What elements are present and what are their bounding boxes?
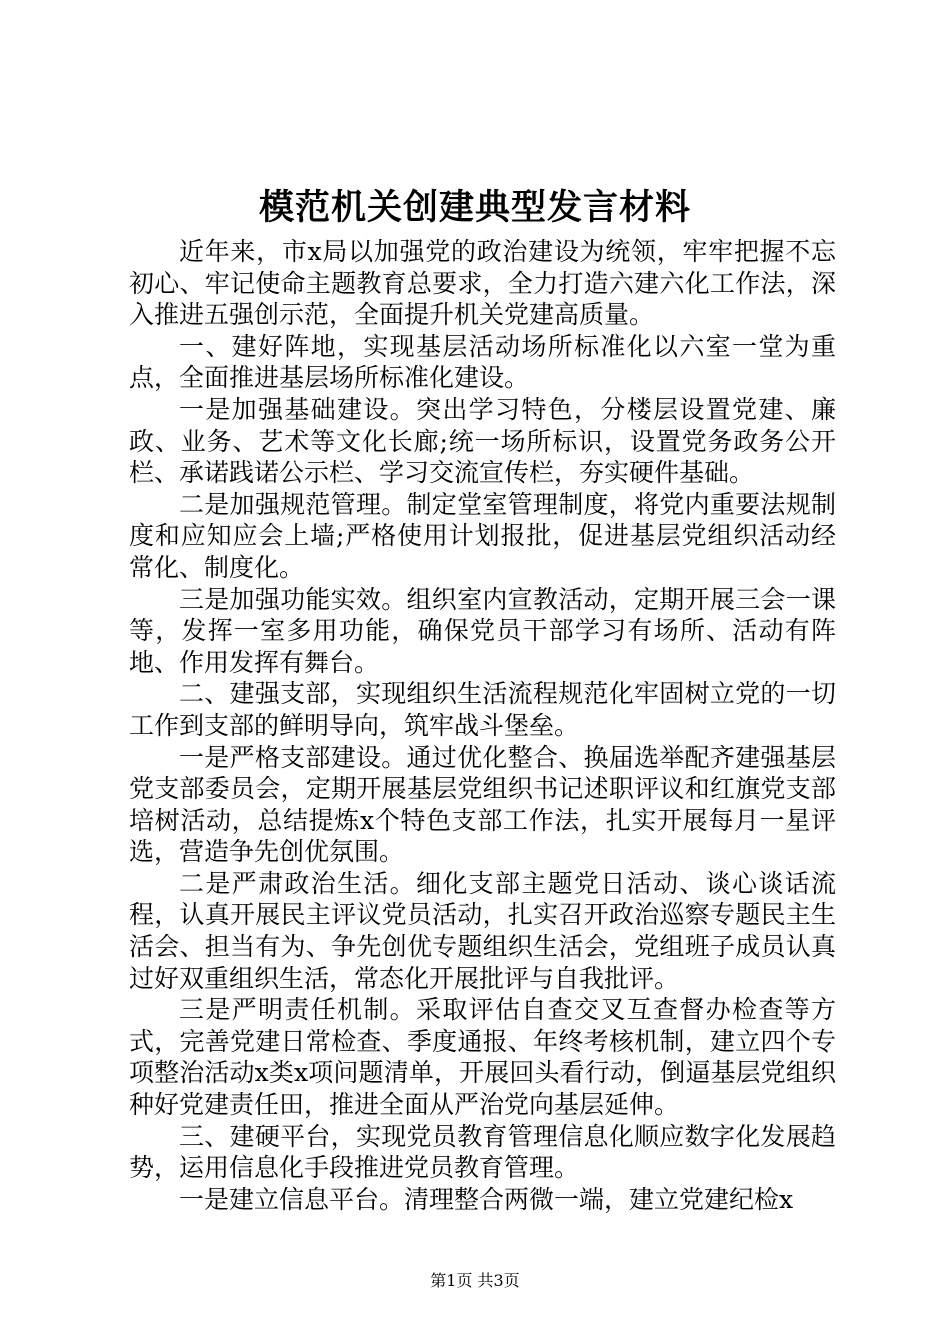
- paragraph: 近年来，市x局以加强党的政治建设为统领，牢牢把握不忘初心、牢记使命主题教育总要求，全力打造六建六化工作法，深入推进五强创示范，全面提升机关党建高质量。: [129, 237, 836, 330]
- document-body: [129, 236, 836, 1215]
- paragraph: 三、建硬平台，实现党员教育管理信息化顺应数字化发展趋势，运用信息化手段推进党员教育管理。: [129, 1121, 836, 1183]
- paragraph: 一是建立信息平台。清理整合两微一端，建立党建纪检x: [179, 1184, 794, 1214]
- paragraph: 一是加强基础建设。突出学习特色，分楼层设置党建、廉政、业务、艺术等文化长廊;统一场所标识，设置党务政务公开栏、承诺践诺公示栏、学习交流宣传栏，夯实硬件基础。: [129, 394, 836, 488]
- paragraph: 二是严肃政治生活。细化支部主题党日活动、谈心谈话流程，认真开展民主评议党员活动，扎实召开政治巡察专题民主生活会、担当有为、争先创优专题组织生活会，党组班子成员认真过好双重组织生活，常态化开展批评与自我批评。: [129, 868, 836, 993]
- paragraph: 一是严格支部建设。通过优化整合、换届选举配齐建强基层党支部委员会，定期开展基层党组织书记述职评议和红旗党支部培树活动，总结提炼x个特色支部工作法，扎实开展每月一星评选，营造争先创优氛围。: [129, 742, 836, 867]
- paragraph: 三是加强功能实效。组织室内宣教活动，定期开展三会一课等，发挥一室多用功能，确保党员干部学习有场所、活动有阵地、作用发挥有舞台。: [129, 584, 836, 677]
- paragraph: 三是严明责任机制。采取评估自查交叉互查督办检查等方式，完善党建日常检查、季度通报、年终考核机制，建立四个专项整治活动x类x项问题清单，开展回头看行动，倒逼基层党组织种好党建责任田，推进全面从严治党向基层延伸。: [129, 995, 836, 1120]
- paragraph: 二、建强支部，实现组织生活流程规范化牢固树立党的一切工作到支部的鲜明导向，筑牢战斗堡垒。: [129, 679, 836, 740]
- paragraph: 二是加强规范管理。制定堂室管理制度，将党内重要法规制度和应知应会上墙;严格使用计划报批，促进基层党组织活动经常化、制度化。: [129, 489, 836, 582]
- document-title: 模范机关创建典型发言材料: [258, 187, 691, 228]
- page-number-footer: 第1页 共3页: [430, 1271, 520, 1290]
- paragraph: 一、建好阵地，实现基层活动场所标准化以六室一堂为重点，全面推进基层场所标准化建设。: [129, 331, 836, 393]
